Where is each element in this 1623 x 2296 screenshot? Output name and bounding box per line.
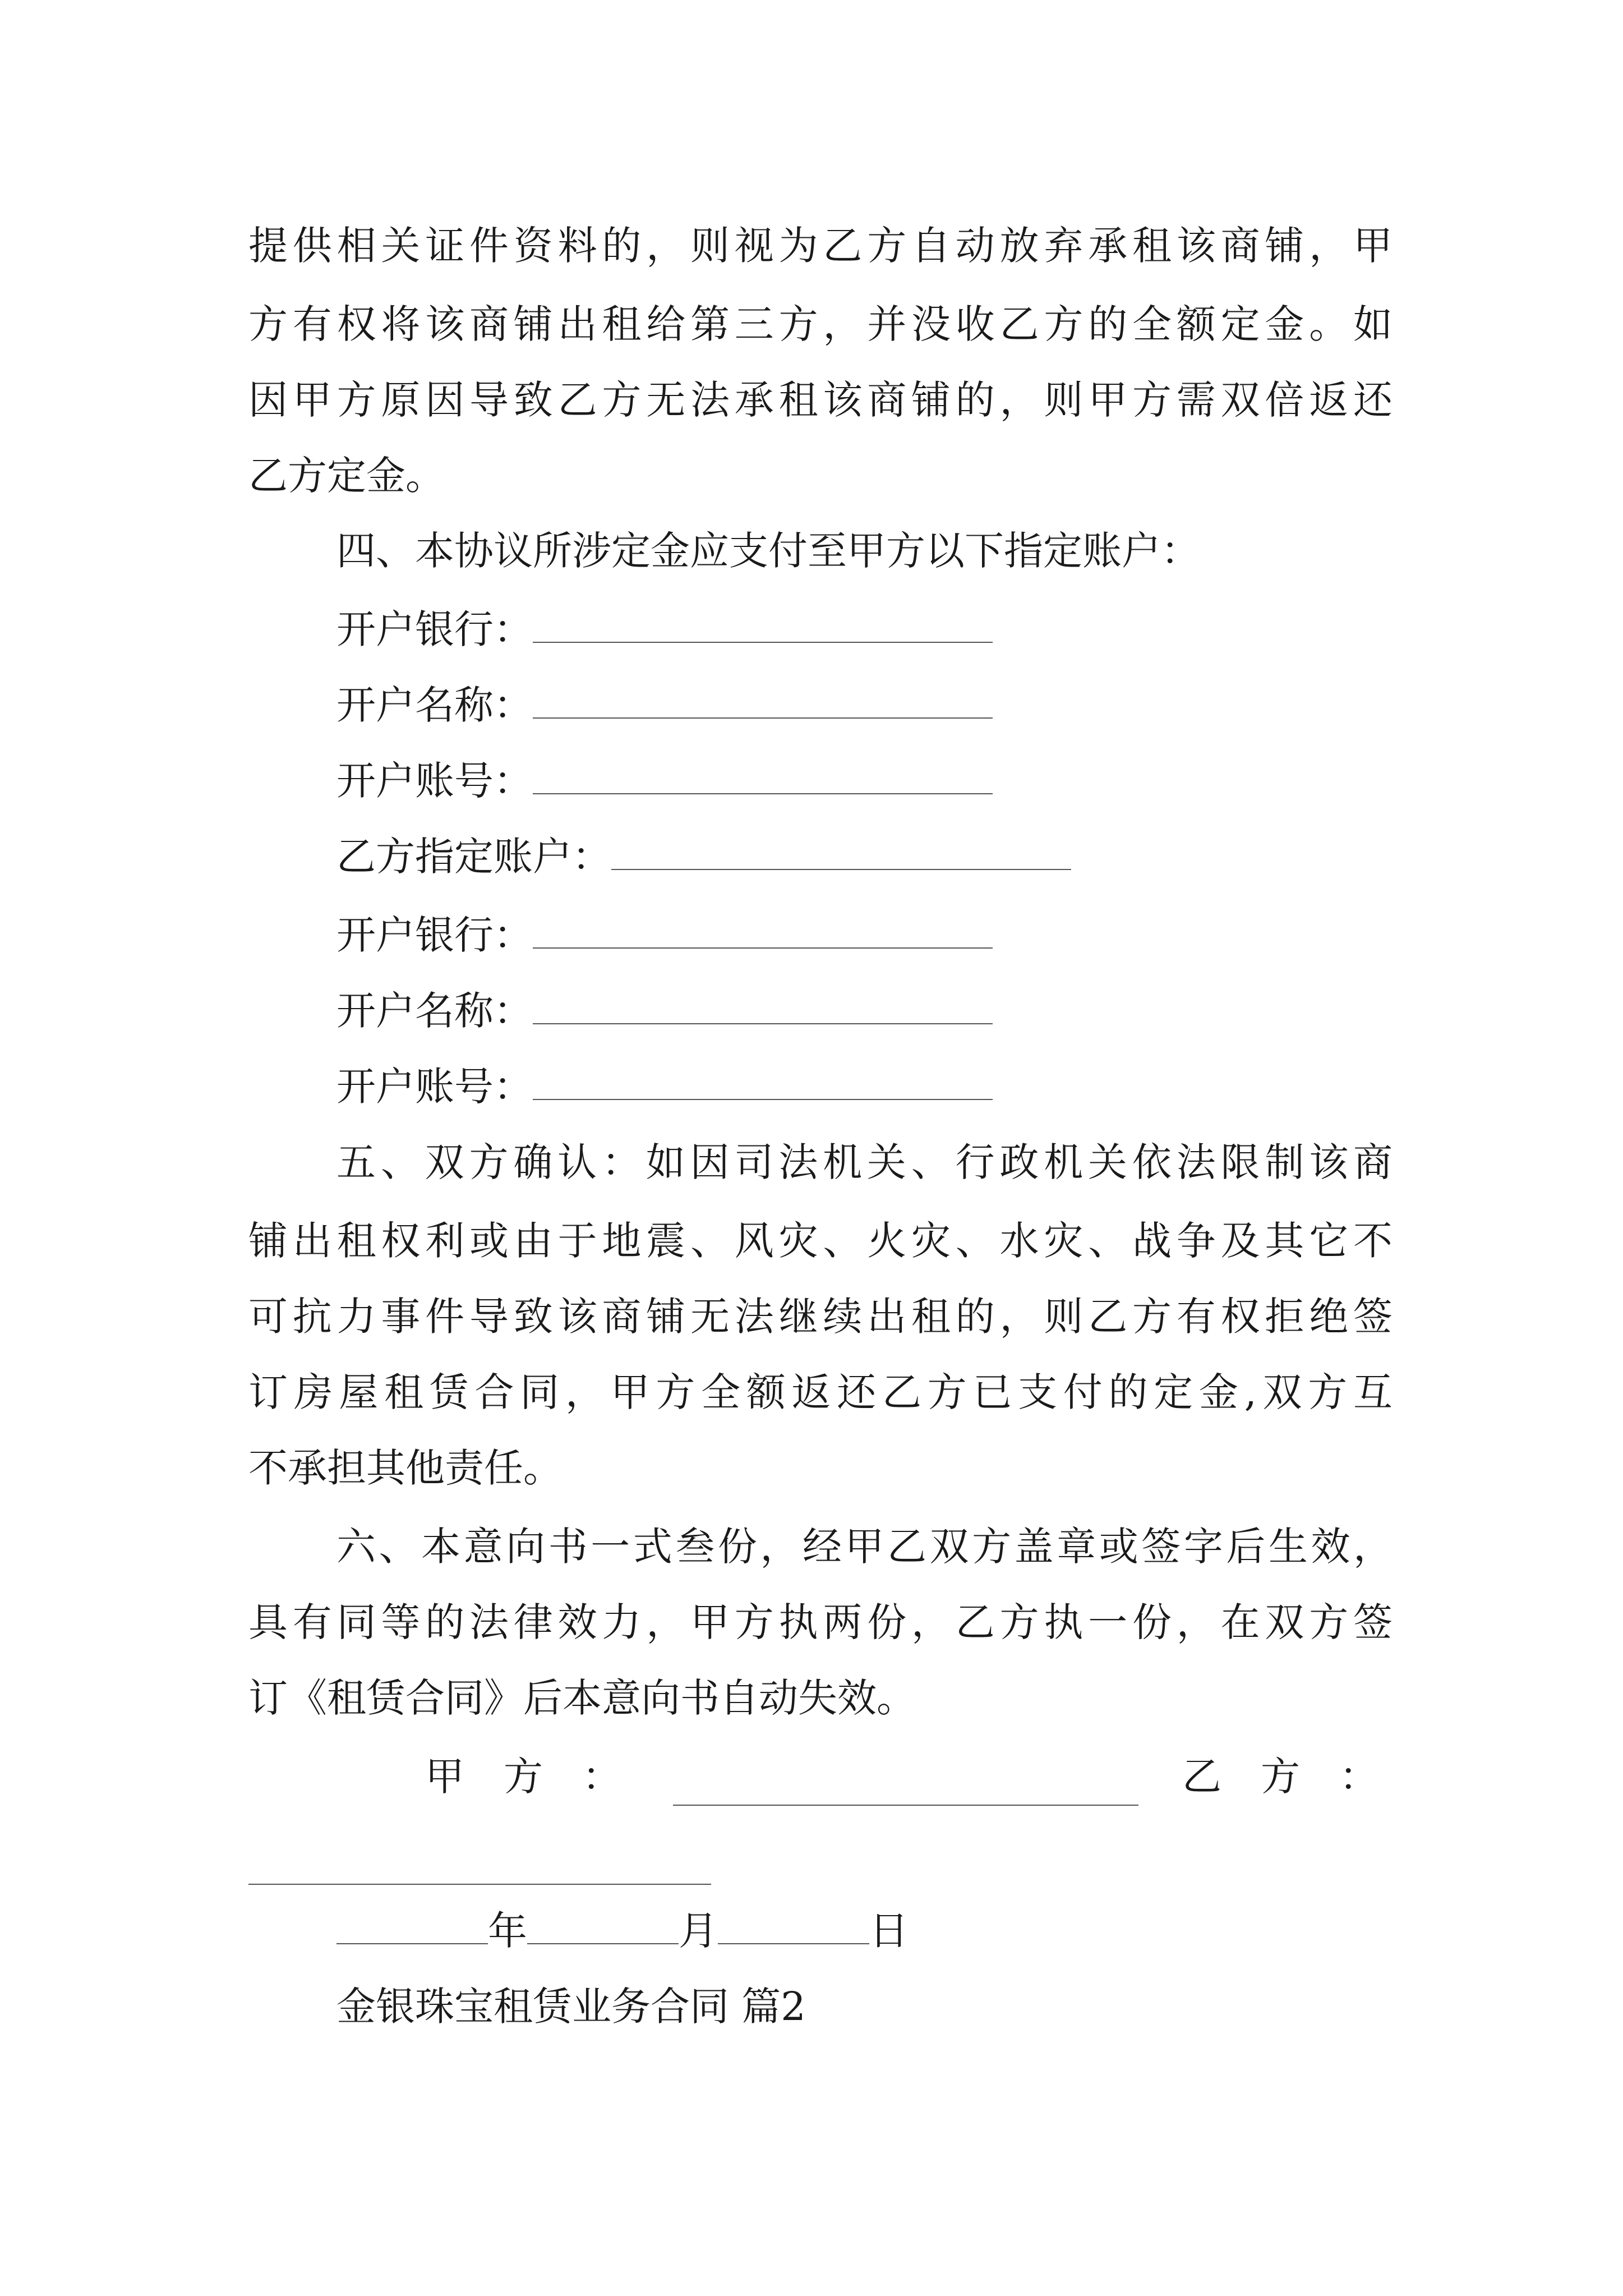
account-b-name-row [336,983,993,1039]
clause-4-heading: 四、本协议所涉定金应支付至甲方以下指定账户： [336,528,1200,574]
account-b-number-label: 开户账号： [336,1064,533,1110]
date-row [336,1903,909,1959]
clause-6-line: 具有同等的法律效力，甲方执两份，乙方执一份，在双方签 [248,1599,1393,1645]
account-a-name-row [336,677,993,733]
account-b-name-blank [533,984,993,1024]
year-blank [336,1904,488,1944]
clause-5-line: 五、双方确认：如因司法机关、行政机关依法限制该商 [336,1139,1393,1185]
paragraph-line: 乙方定金。 [248,453,445,499]
day-blank [718,1904,869,1944]
paragraph-line: 因甲方原因导致乙方无法承租该商铺的，则甲方需双倍返还 [248,377,1393,423]
account-b-number-blank [533,1060,993,1100]
party-a-label: 甲 方 ： [425,1754,621,1800]
account-a-number-blank [533,754,993,794]
account-b-title-row [336,829,1071,885]
account-a-name-label: 开户名称： [336,682,533,728]
clause-5-line: 铺出租权利或由于地震、风灾、火灾、水灾、战争及其它不 [248,1218,1393,1264]
clause-5-line: 不承担其他责任。 [248,1445,562,1491]
clause-6-line: 六、本意向书一式叁份，经甲乙双方盖章或签字后生效， [336,1524,1393,1570]
account-b-bank-blank [533,908,993,949]
clause-6-line: 订《租赁合同》后本意向书自动失效。 [248,1675,916,1721]
account-a-number-row [336,753,993,809]
account-b-name-label: 开户名称： [336,988,533,1034]
year-label: 年 [488,1908,527,1954]
account-b-title: 乙方指定账户： [336,834,611,880]
account-a-bank-label: 开户银行： [336,606,533,652]
clause-5-line: 订房屋租赁合同，甲方全额返还乙方已支付的定金,双方互 [248,1369,1393,1415]
party-b-signature-blank [248,1884,711,1885]
party-a-signature-blank [673,1805,1138,1806]
month-blank [527,1904,679,1944]
account-a-bank-blank [533,602,993,643]
account-b-bank-label: 开户银行： [336,912,533,958]
account-b-bank-row [336,907,993,963]
account-a-number-label: 开户账号： [336,758,533,804]
account-a-bank-row [336,601,993,657]
paragraph-line: 提供相关证件资料的，则视为乙方自动放弃承租该商铺，甲 [248,223,1393,269]
account-b-title-blank [611,830,1071,870]
party-b-label: 乙 方 ： [1182,1754,1378,1800]
month-label: 月 [679,1908,718,1954]
paragraph-line: 方有权将该商铺出租给第三方，并没收乙方的全额定金。如 [248,301,1393,347]
account-b-number-row [336,1059,993,1115]
account-a-name-blank [533,678,993,719]
day-label: 日 [869,1908,909,1954]
next-section-title: 金银珠宝租赁业务合同 篇2 [336,1984,806,2030]
clause-5-line: 可抗力事件导致该商铺无法继续出租的，则乙方有权拒绝签 [248,1294,1393,1340]
